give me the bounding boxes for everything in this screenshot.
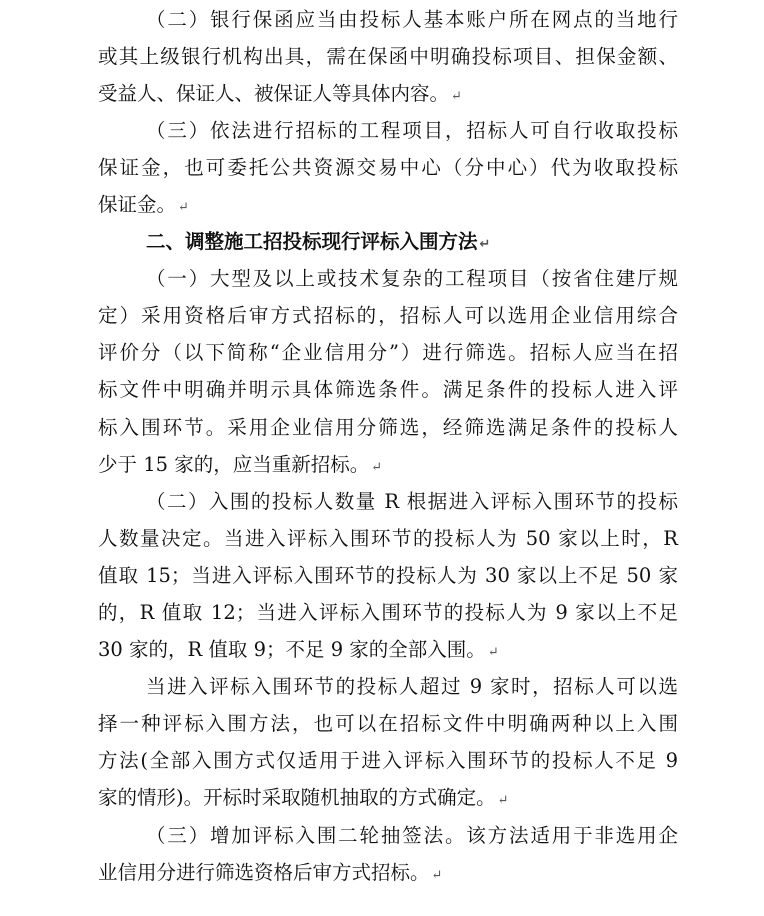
paragraph-mark-icon: ↵: [178, 200, 189, 215]
text-line: [98, 76, 678, 112]
line-text: 的，R 值取 12；当进入评标入围环节的投标人为 9 家以上不足: [98, 601, 678, 624]
line-text: （三）依法进行招标的工程项目，招标人可自行收取投标: [146, 119, 678, 142]
text-line: [98, 855, 678, 891]
text-line: [146, 2, 678, 38]
line-text: 标入围环节。采用企业信用分筛选，经筛选满足条件的投标人: [98, 416, 678, 439]
text-line: [98, 39, 678, 75]
paragraph-mark-icon: ↵: [497, 793, 509, 808]
paragraph-mark-icon: ↵: [487, 645, 499, 660]
section-heading: [146, 224, 678, 260]
text-line: [146, 669, 678, 705]
text-line: [98, 410, 678, 446]
text-line: [146, 484, 678, 520]
line-text: 择一种评标入围方法，也可以在招标文件中明确两种以上入围: [98, 712, 678, 735]
line-text: 受益人、保证人、被保证人等具体内容。: [98, 82, 450, 105]
line-text: （二）入围的投标人数量 R 根据进入评标入围环节的投标: [146, 490, 678, 513]
line-text: （二）银行保函应当由投标人基本账户所在网点的当地行: [146, 8, 678, 31]
text-line: [98, 595, 678, 631]
line-text: 业信用分进行筛选资格后审方式招标。: [98, 861, 430, 884]
paragraph-mark-icon: ↵: [431, 868, 443, 883]
text-line: [98, 298, 678, 334]
line-text: 定）采用资格后审方式招标的，招标人可以选用企业信用综合: [98, 304, 678, 327]
line-text: 保证金，也可委托公共资源交易中心（分中心）代为收取投标: [98, 156, 678, 179]
text-line: [98, 780, 678, 816]
line-text: 30 家的，R 值取 9；不足 9 家的全部入围。: [98, 638, 486, 661]
line-text: 标文件中明确并明示具体筛选条件。满足条件的投标人进入评: [98, 378, 678, 401]
text-line: [98, 558, 678, 594]
text-line: [98, 335, 678, 371]
text-line: [146, 818, 678, 854]
text-line: [98, 372, 678, 408]
paragraph-mark-icon: ↵: [371, 460, 383, 475]
line-text: 当进入评标入围环节的投标人超过 9 家时，招标人可以选: [146, 675, 678, 698]
text-line: [98, 447, 678, 483]
line-text: 少于 15 家的，应当重新招标。: [98, 453, 370, 476]
paragraph-mark-icon: ↵: [479, 237, 491, 252]
line-text: 人数量决定。当进入评标入围环节的投标人为 50 家以上时，R: [98, 527, 678, 550]
line-text: 或其上级银行机构出具，需在保函中明确投标项目、担保金额、: [98, 45, 678, 68]
line-text: 值取 15；当进入评标入围环节的投标人为 30 家以上不足 50 家: [98, 564, 678, 587]
line-text: 方法(全部入围方式仅适用于进入评标入围环节的投标人不足 9: [98, 749, 678, 772]
text-line: [98, 632, 678, 668]
text-line: [98, 521, 678, 557]
line-text: 家的情形)。开标时采取随机抽取的方式确定。: [98, 786, 496, 809]
text-line: [98, 706, 678, 742]
paragraph-mark-icon: ↵: [451, 89, 462, 104]
line-text: （一）大型及以上或技术复杂的工程项目（按省住建厅规: [146, 267, 678, 290]
line-text: 评价分（以下简称“企业信用分”）进行筛选。招标人应当在招: [98, 341, 678, 364]
text-line: [146, 261, 678, 297]
text-line: [98, 187, 678, 223]
line-text: （三）增加评标入围二轮抽签法。该方法适用于非选用企: [146, 824, 678, 847]
line-text: 二、调整施工招投标现行评标入围方法: [146, 230, 478, 253]
line-text: 保证金。: [98, 193, 177, 216]
text-line: [98, 743, 678, 779]
text-line: [146, 113, 678, 149]
text-line: [98, 150, 678, 186]
